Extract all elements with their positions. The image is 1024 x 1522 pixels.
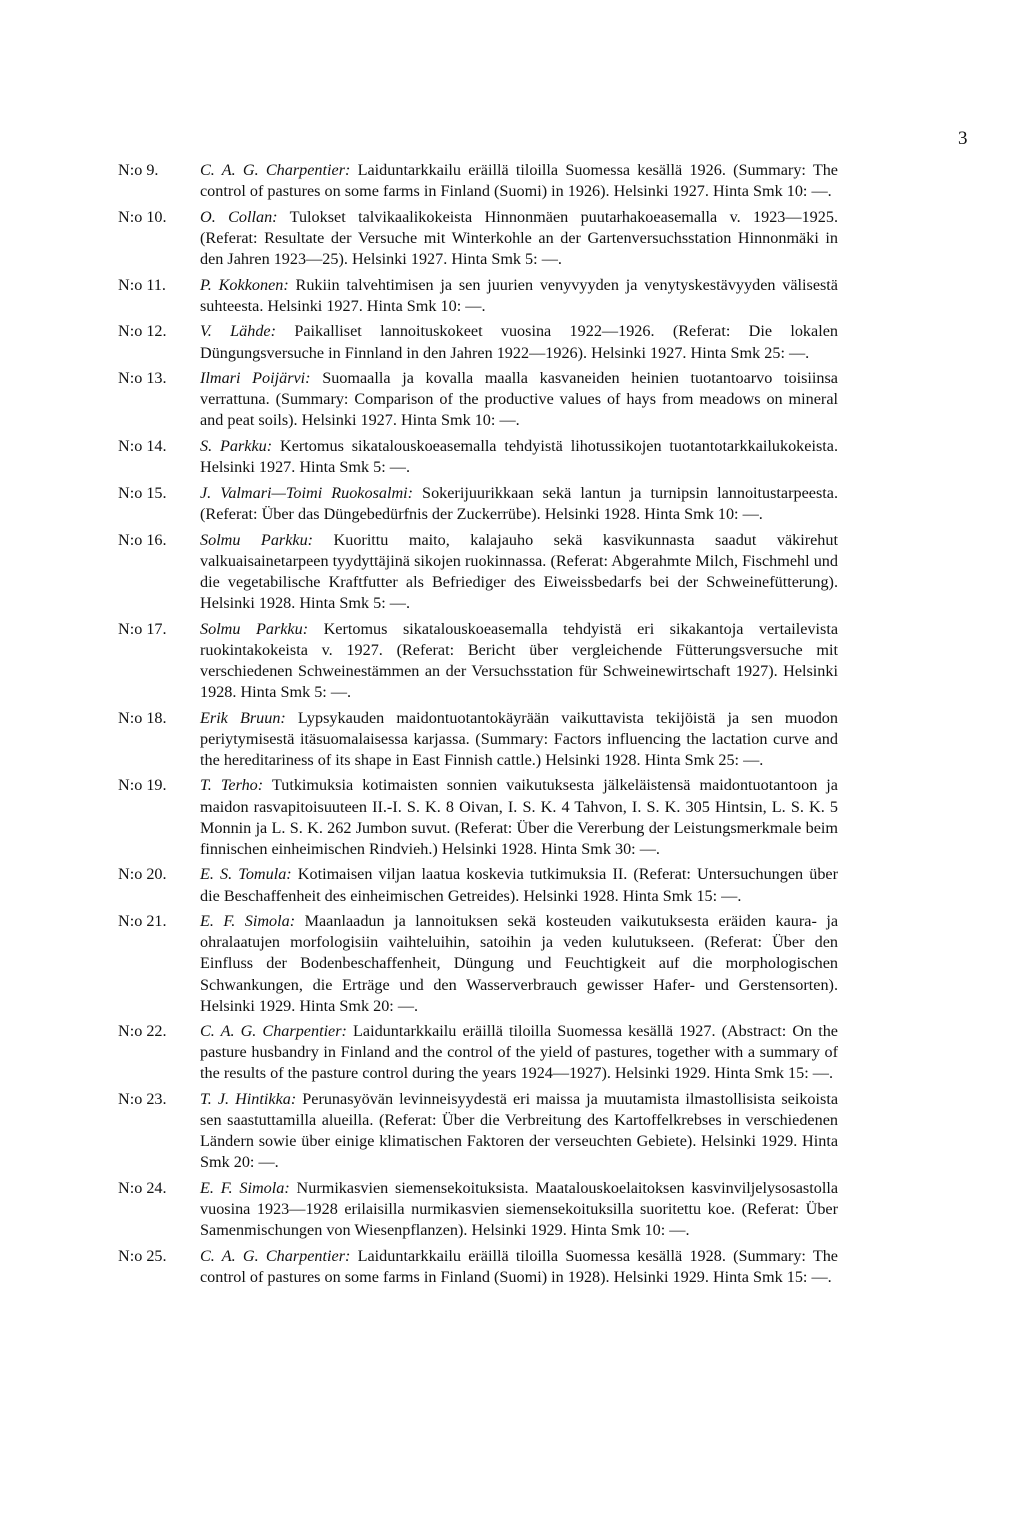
entry-author: Ilmari Poijärvi: bbox=[200, 369, 311, 388]
entry-author: E. F. Simola: bbox=[200, 1179, 290, 1198]
entry-author: E. S. Tomula: bbox=[200, 865, 292, 884]
entry-text bbox=[200, 530, 838, 614]
entry-author: V. Lähde: bbox=[200, 322, 277, 341]
entry-number: N:o 22. bbox=[118, 1022, 167, 1041]
list-item bbox=[118, 160, 838, 202]
entry-number: N:o 17. bbox=[118, 619, 167, 638]
entry-number: N:o 13. bbox=[118, 369, 167, 388]
entry-author: Solmu Parkku: bbox=[200, 530, 314, 549]
entry-number: N:o 24. bbox=[118, 1179, 167, 1198]
list-item bbox=[118, 368, 838, 431]
entry-number: N:o 14. bbox=[118, 437, 167, 456]
list-item bbox=[118, 775, 838, 859]
entry-author: Erik Bruun: bbox=[200, 708, 286, 727]
entry-title: Laiduntarkkailu eräillä tiloilla Suomessa kesällä 1926. (Summary: The control of pastures on some farms in Finland (Suomi) in 1926). Helsinki 1927. Hinta Smk 10: —. bbox=[200, 161, 838, 201]
entry-number: N:o 20. bbox=[118, 865, 167, 884]
entry-author: E. F. Simola: bbox=[200, 912, 296, 931]
list-item bbox=[118, 864, 838, 906]
entry-text bbox=[200, 1246, 838, 1288]
entry-title: Laiduntarkkailu eräillä tiloilla Suomessa kesällä 1927. (Abstract: On the pasture husbandry in Finland and the control of the yield of pastures, together with a summary of the results of the pasture control during the years 1924—1927). Helsinki 1929. Hinta Smk 15: —. bbox=[200, 1022, 838, 1083]
entry-title: Suomaalla ja kovalla maalla kasvaneiden heinien tuotantoarvo toisiinsa verrattuna. (Summary: Comparison of the productive values of hays from meadows on mineral and peat soils). Helsinki 1927. Hinta Smk 10: —. bbox=[200, 369, 838, 430]
entry-title: Kertomus sikatalouskoeasemalla tehdyistä lihotussikojen tuotantotarkkailukokeista. Helsinki 1927. Hinta Smk 5: —. bbox=[200, 437, 838, 477]
entry-text bbox=[200, 1021, 838, 1084]
list-item bbox=[118, 530, 838, 614]
entry-number: N:o 25. bbox=[118, 1247, 167, 1265]
entry-text bbox=[200, 1089, 838, 1173]
entry-title: Rukiin talvehtimisen ja sen juurien venyvyyden ja venytyskestävyyden välisestä suhteesta. Helsinki 1927. Hinta Smk 10: —. bbox=[200, 275, 838, 315]
entry-number: N:o 19. bbox=[118, 776, 167, 795]
entry-title: Nurmikasvien siemensekoituksista. Maatalouskoelaitoksen kasvinviljelysosastolla vuosina 1923—1928 erilaisilla nurmikasvien siemensekoituksilla suoritettu koe. (Referat: Über Samenmischungen von Wiesenpflanzen). Helsinki 1929. Hinta Smk 10: —. bbox=[200, 1179, 839, 1240]
entry-number: N:o 16. bbox=[118, 530, 167, 549]
entry-text bbox=[200, 436, 838, 478]
list-item bbox=[118, 1021, 838, 1084]
entry-number: N:o 21. bbox=[118, 912, 167, 931]
list-item bbox=[118, 1178, 838, 1241]
entry-author: C. A. G. Charpentier: bbox=[200, 1022, 347, 1041]
list-item bbox=[118, 483, 838, 525]
list-item bbox=[118, 207, 838, 270]
entry-title: Maanlaadun ja lannoituksen sekä kosteuden vaikutuksesta eräiden kaura- ja ohralaatujen morfologisiin vaihteluihin, satoihin ja veden kulutukseen. (Referat: Über den Einfluss der Bodenbeschaffenheit, Düngung und Feuchtigkeit auf die morphologischen Schwankungen, die Erträge und den Wasserverbrauch gewisser Hafer- und Gerstensorten). Helsinki 1929. Hinta Smk 20: —. bbox=[200, 912, 839, 1015]
entry-text bbox=[200, 207, 838, 270]
list-item bbox=[118, 708, 838, 771]
entry-number: N:o 18. bbox=[118, 708, 167, 727]
entry-title: Perunasyövän levinneisyydestä eri maissa ja muutamista ilmastollisista seikoista sen saastuttamilla alueilla. (Referat: Über die Verbreitung des Kartoffelkrebses in verschiedenen Ländern sowie über einige klimatischen Faktoren der verseuchten Gebiete). Helsinki 1929. Hinta Smk 20: —. bbox=[200, 1090, 838, 1172]
entry-author: C. A. G. Charpentier: bbox=[200, 1247, 351, 1265]
entry-title: Tutkimuksia kotimaisten sonnien vaikutuksesta jälkeläistensä maidontuotantoon ja maidon rasvapitoisuuteen II.-I. S. K. 8 Oivan, I. S. K. 4 Tahvon, I. S. K. 305 Hintsin, L. S. K. 5 Monnin ja L. S. K. 262 Jumbon suvut. (Referat: Über die Vererbung der Leistungsmerkmale beim finnischen einheimischen Rindvieh.) Helsinki 1928. Hinta Smk 30: —. bbox=[200, 776, 838, 858]
list-item bbox=[118, 619, 838, 703]
entry-number: N:o 15. bbox=[118, 483, 167, 502]
entry-text bbox=[200, 321, 838, 363]
entry-title: Kotimaisen viljan laatua koskevia tutkimuksia II. (Referat: Untersuchungen über die Beschaffenheit des einheimischen Getreides). Helsinki 1928. Hinta Smk 15: —. bbox=[200, 865, 839, 905]
entry-number: N:o 12. bbox=[118, 322, 167, 341]
entry-text bbox=[200, 708, 838, 771]
entry-text bbox=[200, 775, 838, 859]
entry-number: N:o 11. bbox=[118, 275, 166, 294]
entry-author: P. Kokkonen: bbox=[200, 275, 289, 294]
entry-number: N:o 23. bbox=[118, 1090, 167, 1109]
entry-text bbox=[200, 619, 838, 703]
entry-text bbox=[200, 368, 838, 431]
entry-title: Kuorittu maito, kalajauho sekä kasvikunnasta saadut väkirehut valkuaisainetarpeen tyydyttäjinä sikojen ruokinnassa. (Referat: Abgerahmte Milch, Fischmehl und die vegetabilische Kraftfutter als Befriediger des Eiweissbedarfs bei der Schweinefütterung). Helsinki 1928. Hinta Smk 5: —. bbox=[200, 530, 838, 612]
entry-title: Lypsykauden maidontuotantokäyrään vaikuttavista tekijöistä ja sen muodon periytymisestä itäsuomalaisessa karjassa. (Summary: Factors influencing the lactation curve and the hereditariness of its shape in East Finnish cattle.) Helsinki 1928. Hinta Smk 25: —. bbox=[200, 708, 838, 769]
entry-title: Laiduntarkkailu eräillä tiloilla Suomessa kesällä 1928. (Summary: The control of pastures on some farms in Finland (Suomi) in 1928). Helsinki 1929. Hinta Smk 15: —. bbox=[200, 1247, 838, 1287]
entry-text bbox=[200, 1178, 838, 1241]
entry-text bbox=[200, 483, 838, 525]
entry-author: T. J. Hintikka: bbox=[200, 1090, 297, 1109]
entry-text bbox=[200, 160, 838, 202]
list-item bbox=[118, 1246, 838, 1288]
entry-title: Tulokset talvikaalikokeista Hinnonmäen puutarhakoeasemalla v. 1923—1925. (Referat: Resultate der Versuche mit Winterkohle an der Gartenversuchsstation Hinnonmäki in den Jahren 1923—25). Helsinki 1927. Hinta Smk 5: —. bbox=[200, 207, 838, 268]
entry-author: C. A. G. Charpentier: bbox=[200, 161, 351, 179]
list-item bbox=[118, 911, 838, 1016]
list-item bbox=[118, 436, 838, 478]
entry-text bbox=[200, 864, 838, 906]
entry-author: Solmu Parkku: bbox=[200, 619, 309, 638]
entry-title: Sokerijuurikkaan sekä lantun ja turnipsin lannoitustarpeesta. (Referat: Über das Düngebedürfnis der Zuckerrübe). Helsinki 1928. Hinta Smk 10: —. bbox=[200, 483, 838, 523]
entry-title: Kertomus sikatalouskoeasemalla tehdyistä eri sikakantoja vertailevista ruokintakokeista v. 1927. (Referat: Bericht über vergleichende Fütterungsversuche mit verschiedenen Schweinestämmen an der Versuchsstation für Schweinewirtschaft 1927). Helsinki 1928. Hinta Smk 5: —. bbox=[200, 619, 839, 701]
entry-author: T. Terho: bbox=[200, 776, 264, 795]
list-item bbox=[118, 1089, 838, 1173]
list-item bbox=[118, 275, 838, 317]
publication-list bbox=[118, 160, 838, 1293]
entry-text bbox=[200, 911, 838, 1016]
entry-title: Paikalliset lannoituskokeet vuosina 1922—1926. (Referat: Die lokalen Düngungsversuche in Finnland in den Jahren 1922—1926). Helsinki 1927. Hinta Smk 25: —. bbox=[200, 322, 838, 362]
entry-author: S. Parkku: bbox=[200, 437, 273, 456]
entry-text bbox=[200, 275, 838, 317]
entry-author: O. Collan: bbox=[200, 207, 278, 226]
page-number: 3 bbox=[958, 128, 968, 149]
entry-number: N:o 10. bbox=[118, 207, 167, 226]
entry-number: N:o 9. bbox=[118, 161, 159, 179]
list-item bbox=[118, 321, 838, 363]
entry-author: J. Valmari—Toimi Ruokosalmi: bbox=[200, 483, 414, 502]
